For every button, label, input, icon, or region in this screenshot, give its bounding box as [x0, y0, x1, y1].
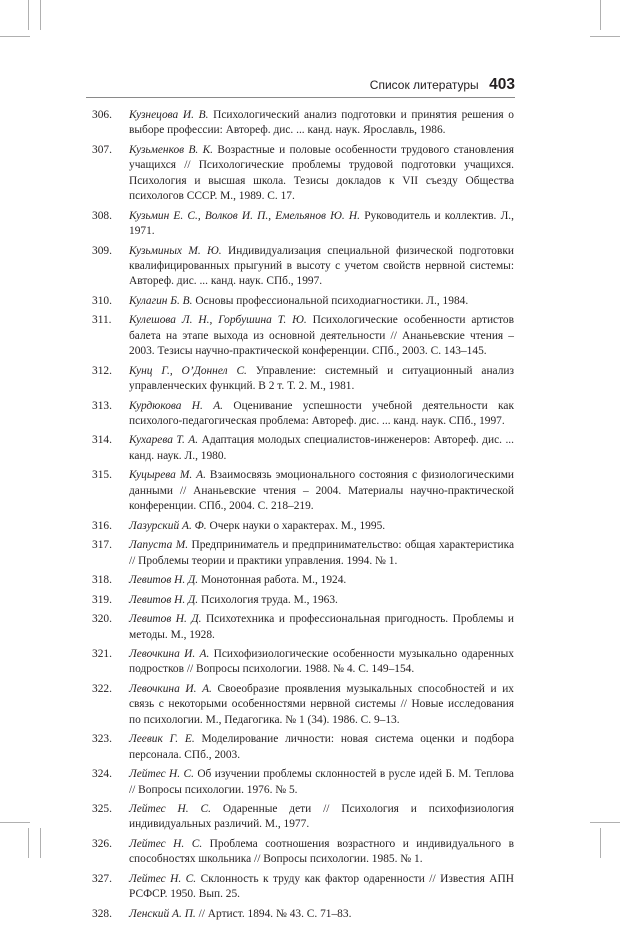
reference-details: Адаптация молодых специалистов-инженеров: Автореф. дис. ... канд. наук. Л., 1980.	[129, 434, 514, 462]
reference-item	[92, 209, 514, 240]
reference-text	[129, 294, 514, 309]
reference-author: Леевик Г. Е.	[129, 733, 195, 746]
reference-number: 326.	[92, 837, 112, 850]
header-rule	[86, 97, 515, 98]
reference-number: 312.	[92, 364, 112, 377]
reference-text	[129, 399, 514, 430]
reference-details: Одаренные дети // Психология и психофизиология индивидуальных различий. М., 1977.	[129, 803, 514, 831]
reference-text	[129, 468, 514, 514]
reference-text	[129, 573, 514, 588]
reference-details: Оценивание успешности учебной деятельности как психолого-педагогическая проблема: Автореф. дис. ... канд. наук. СПб., 1997.	[129, 399, 515, 427]
reference-text	[129, 519, 514, 534]
reference-details: Основы профессиональной психодиагностики. Л., 1984.	[192, 294, 469, 307]
reference-author: Курдюкова Н. А.	[129, 399, 224, 412]
reference-text	[129, 837, 514, 868]
reference-list	[92, 108, 514, 926]
reference-author: Ленский А. П.	[129, 907, 196, 920]
reference-details: Об изучении проблемы склонностей в русле идей Б. М. Теплова // Вопросы психологии. 1976. № 5.	[129, 768, 514, 796]
reference-text	[129, 682, 514, 728]
reference-number: 313.	[92, 399, 112, 412]
reference-item	[92, 108, 514, 139]
reference-number: 316.	[92, 519, 112, 532]
reference-number: 306.	[92, 109, 112, 121]
reference-details: Руководитель и коллектив. Л., 1971.	[129, 209, 514, 238]
reference-author: Левитов Н. Д.	[129, 613, 202, 626]
reference-text	[129, 593, 514, 608]
reference-item	[92, 612, 514, 643]
reference-author: Кузнецова И. В.	[129, 109, 209, 121]
reference-item	[92, 837, 514, 868]
reference-item	[92, 682, 514, 728]
reference-item	[92, 732, 514, 763]
reference-author: Левочкина И. А.	[129, 682, 212, 695]
reference-text	[129, 732, 514, 763]
reference-item	[92, 399, 514, 430]
crop-mark-right-top	[590, 36, 620, 37]
reference-details: Управление: системный и ситуационный анализ управленческих функций. В 2 т. Т. 2. М., 1981.	[129, 364, 514, 393]
reference-item	[92, 244, 514, 290]
reference-text	[129, 647, 514, 678]
running-header	[330, 76, 515, 96]
reference-details: // Артист. 1894. № 43. С. 71–83.	[195, 907, 352, 920]
crop-mark-bottom-left-inner	[40, 828, 41, 858]
crop-mark-top-left-inner	[40, 0, 41, 30]
reference-text	[129, 872, 514, 903]
reference-number: 322.	[92, 682, 112, 695]
reference-author: Левитов Н. Д.	[129, 593, 199, 606]
reference-author: Лейтес Н. С.	[129, 837, 203, 850]
page-number: 403	[489, 76, 515, 93]
reference-text	[129, 538, 514, 569]
reference-author: Лейтес Н. С.	[129, 768, 194, 781]
reference-text	[129, 364, 514, 395]
reference-details: Индивидуализация специальной физической подготовки квалифицированных прыгуний в высоту с учетом свойств нервной системы: Автореф. дис. ... канд. наук. СПб., 1997.	[129, 244, 514, 288]
reference-item	[92, 364, 514, 395]
reference-text	[129, 209, 514, 240]
reference-number: 311.	[92, 314, 112, 327]
reference-author: Кулешова Л. Н., Горбушина Т. Ю.	[129, 314, 307, 327]
reference-text	[129, 244, 514, 290]
reference-text	[129, 143, 514, 205]
reference-author: Куцырева М. А.	[129, 469, 206, 482]
reference-details: Предприниматель и предпринимательство: общая характеристика // Проблемы теории и практики управления. 1994. № 1.	[129, 539, 514, 567]
reference-number: 317.	[92, 539, 112, 552]
crop-mark-bottom-left	[28, 828, 29, 858]
reference-author: Лейтес Н. С.	[129, 803, 211, 816]
reference-author: Кузьмин Е. С., Волков И. П., Емельянов Ю. Н.	[129, 209, 361, 222]
reference-details: Возрастные и половые особенности трудового становления учащихся // Психологические проблемы трудовой подготовки учащихся. Психология и высшая школа. Тезисы докладов к VII съезду Общества психологов СССР. М., 1989. С. 17.	[129, 143, 514, 203]
reference-number: 324.	[92, 768, 112, 781]
reference-number: 310.	[92, 294, 112, 307]
reference-text	[129, 802, 514, 833]
reference-item	[92, 313, 514, 359]
reference-number: 320.	[92, 613, 112, 626]
crop-mark-bottom-right	[600, 828, 601, 858]
reference-author: Кухарева Т. А.	[129, 434, 199, 447]
reference-author: Кузьминых М. Ю.	[129, 244, 222, 257]
reference-item	[92, 294, 514, 309]
reference-item	[92, 907, 514, 922]
reference-number: 307.	[92, 143, 112, 156]
reference-number: 315.	[92, 469, 112, 482]
reference-details: Психологический анализ подготовки и принятия решения о выборе профессии: Автореф. дис. ... канд. наук. Ярославль, 1986.	[129, 109, 514, 137]
reference-details: Проблема соотношения возрастного и индивидуального в способностях школьника // Вопросы психологии. 1985. № 1.	[129, 837, 514, 866]
reference-text	[129, 767, 514, 798]
reference-item	[92, 647, 514, 678]
reference-author: Лазурский А. Ф.	[129, 519, 207, 532]
reference-author: Левитов Н. Д.	[129, 574, 199, 587]
reference-author: Левочкина И. А.	[129, 648, 210, 660]
crop-mark-right-bottom	[590, 822, 620, 823]
reference-details: Монотонная работа. М., 1924.	[198, 574, 347, 587]
reference-number: 321.	[92, 648, 112, 660]
reference-number: 325.	[92, 803, 112, 816]
reference-number: 319.	[92, 593, 112, 606]
reference-details: Психология труда. М., 1963.	[198, 593, 338, 606]
reference-author: Лейтес Н. С.	[129, 872, 197, 885]
reference-number: 327.	[92, 872, 112, 885]
reference-details: Моделирование личности: новая система оценки и подбора персонала. СПб., 2003.	[129, 733, 515, 761]
reference-number: 309.	[92, 244, 112, 257]
reference-item	[92, 593, 514, 608]
reference-item	[92, 538, 514, 569]
reference-item	[92, 573, 514, 588]
reference-number: 308.	[92, 209, 112, 222]
reference-number: 323.	[92, 733, 112, 746]
reference-number: 314.	[92, 434, 112, 447]
reference-details: Склонность к труду как фактор одаренности // Известия АПН РСФСР. 1950. Вып. 25.	[129, 872, 514, 901]
header-section-title: Список литературы	[369, 78, 479, 92]
reference-item	[92, 872, 514, 903]
reference-author: Кунц Г., О’Доннел С.	[129, 364, 247, 377]
reference-author: Кулагин Б. В.	[129, 294, 193, 307]
reference-author: Лапуста М.	[129, 539, 189, 552]
reference-details: Очерк науки о характерах. М., 1995.	[206, 519, 386, 532]
crop-mark-left-bottom	[0, 822, 30, 823]
reference-item	[92, 802, 514, 833]
reference-details: Психологические особенности артистов балета на этапе выхода из основной деятельности // Ананьевские чтения – 2003. Тезисы научно-практической конференции. СПб., 2003. С. 143–145.	[129, 314, 514, 358]
reference-item	[92, 767, 514, 798]
crop-mark-top-left	[28, 0, 29, 30]
reference-item	[92, 143, 514, 205]
crop-mark-left-top	[0, 36, 30, 37]
reference-details: Психотехника и профессиональная пригодность. Проблемы и методы. М., 1928.	[129, 613, 514, 641]
reference-item	[92, 433, 514, 464]
reference-text	[129, 313, 514, 359]
reference-item	[92, 468, 514, 514]
crop-mark-top-right	[600, 0, 601, 30]
reference-text	[129, 907, 514, 922]
reference-details: Взаимосвязь эмоционального состояния с физиологическими данными // Ананьевские чтения – 2004. Материалы научно-практической конференции. СПб., 2004. С. 218–219.	[129, 469, 514, 513]
reference-text	[129, 108, 514, 139]
reference-item	[92, 519, 514, 534]
reference-number: 318.	[92, 574, 112, 587]
reference-text	[129, 612, 514, 643]
reference-details: Своеобразие проявления музыкальных способностей и их связь с некоторыми особенностями нервной системы // Новые исследования по психологии. М., Педагогика. № 1 (34). 1986. С. 9–13.	[129, 682, 514, 726]
reference-details: Психофизиологические особенности музыкально одаренных подростков // Вопросы психологии. 1988. № 4. С. 149–154.	[129, 648, 514, 676]
reference-number: 328.	[92, 907, 112, 920]
reference-text	[129, 433, 514, 464]
reference-author: Кузьменков В. К.	[129, 143, 214, 156]
